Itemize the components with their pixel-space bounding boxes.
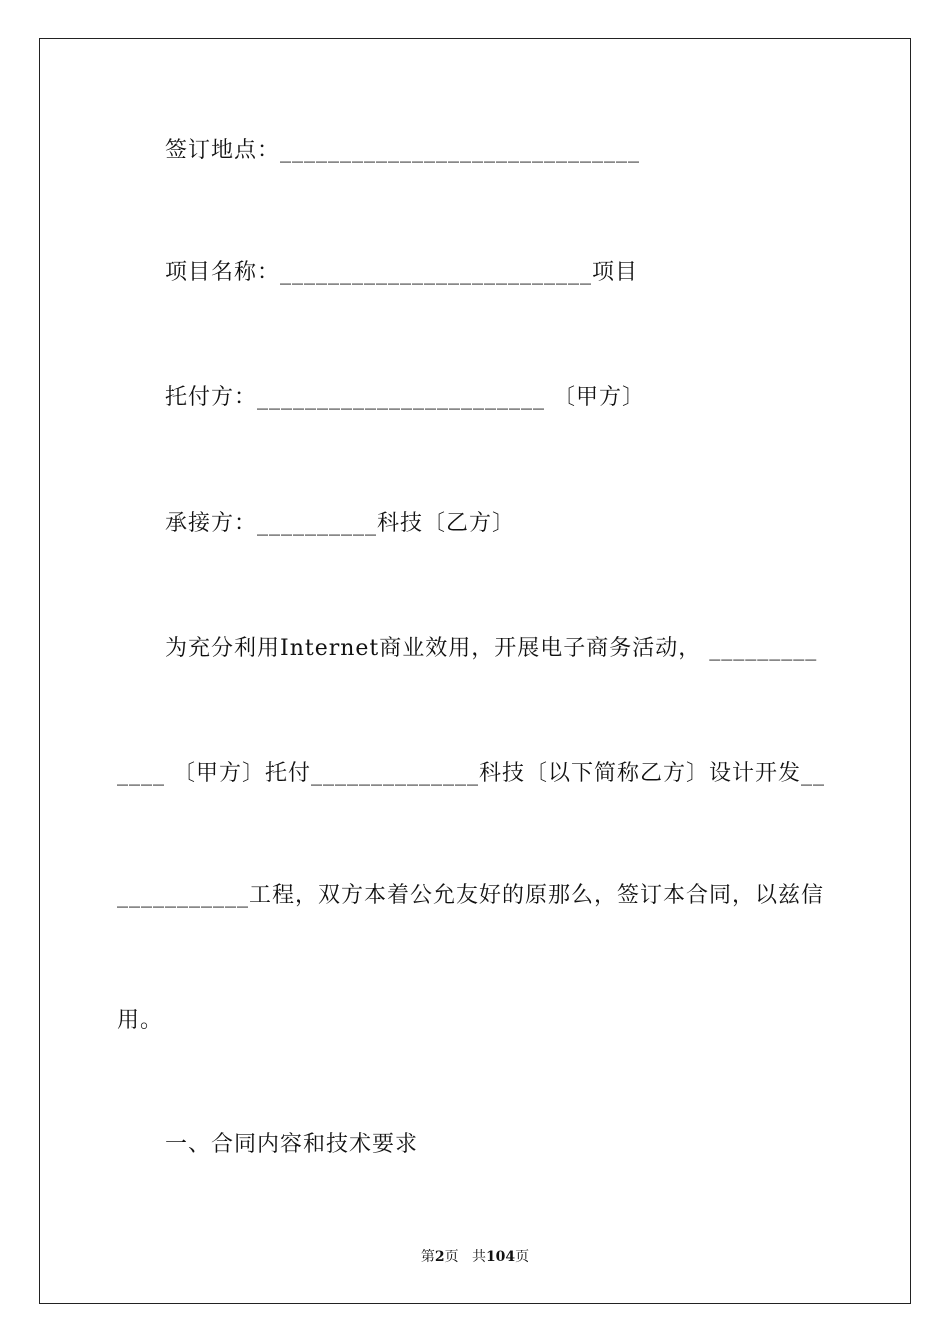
total-prefix: 共 [471, 1249, 486, 1265]
client-party-line: 托付方：________________________ 〔甲方〕 [165, 385, 645, 410]
preamble-line-2: ____ 〔甲方〕托付______________科技〔以下简称乙方〕设计开发__ [117, 761, 825, 786]
page-number: 2 [434, 1249, 445, 1265]
preamble-line-1: 为充分利用Internet商业效用，开展电子商务活动， _________ [165, 636, 818, 661]
signing-place-line: 签订地点：______________________________ [165, 138, 641, 163]
project-name-line: 项目名称：__________________________项目 [165, 260, 639, 285]
page-footer [0, 1247, 950, 1267]
total-suffix: 页 [515, 1249, 530, 1265]
section-heading-1: 一、合同内容和技术要求 [165, 1132, 419, 1157]
page-prefix: 第 [420, 1249, 435, 1265]
preamble-line-4: 用。 [117, 1008, 164, 1033]
page-suffix: 页 [444, 1249, 459, 1265]
page-border [39, 38, 911, 1304]
preamble-line-3: ___________工程，双方本着公允友好的原那么，签订本合同，以兹信 [117, 883, 825, 908]
contractor-party-line: 承接方：__________科技〔乙方〕 [165, 511, 516, 536]
total-pages: 104 [485, 1249, 516, 1265]
